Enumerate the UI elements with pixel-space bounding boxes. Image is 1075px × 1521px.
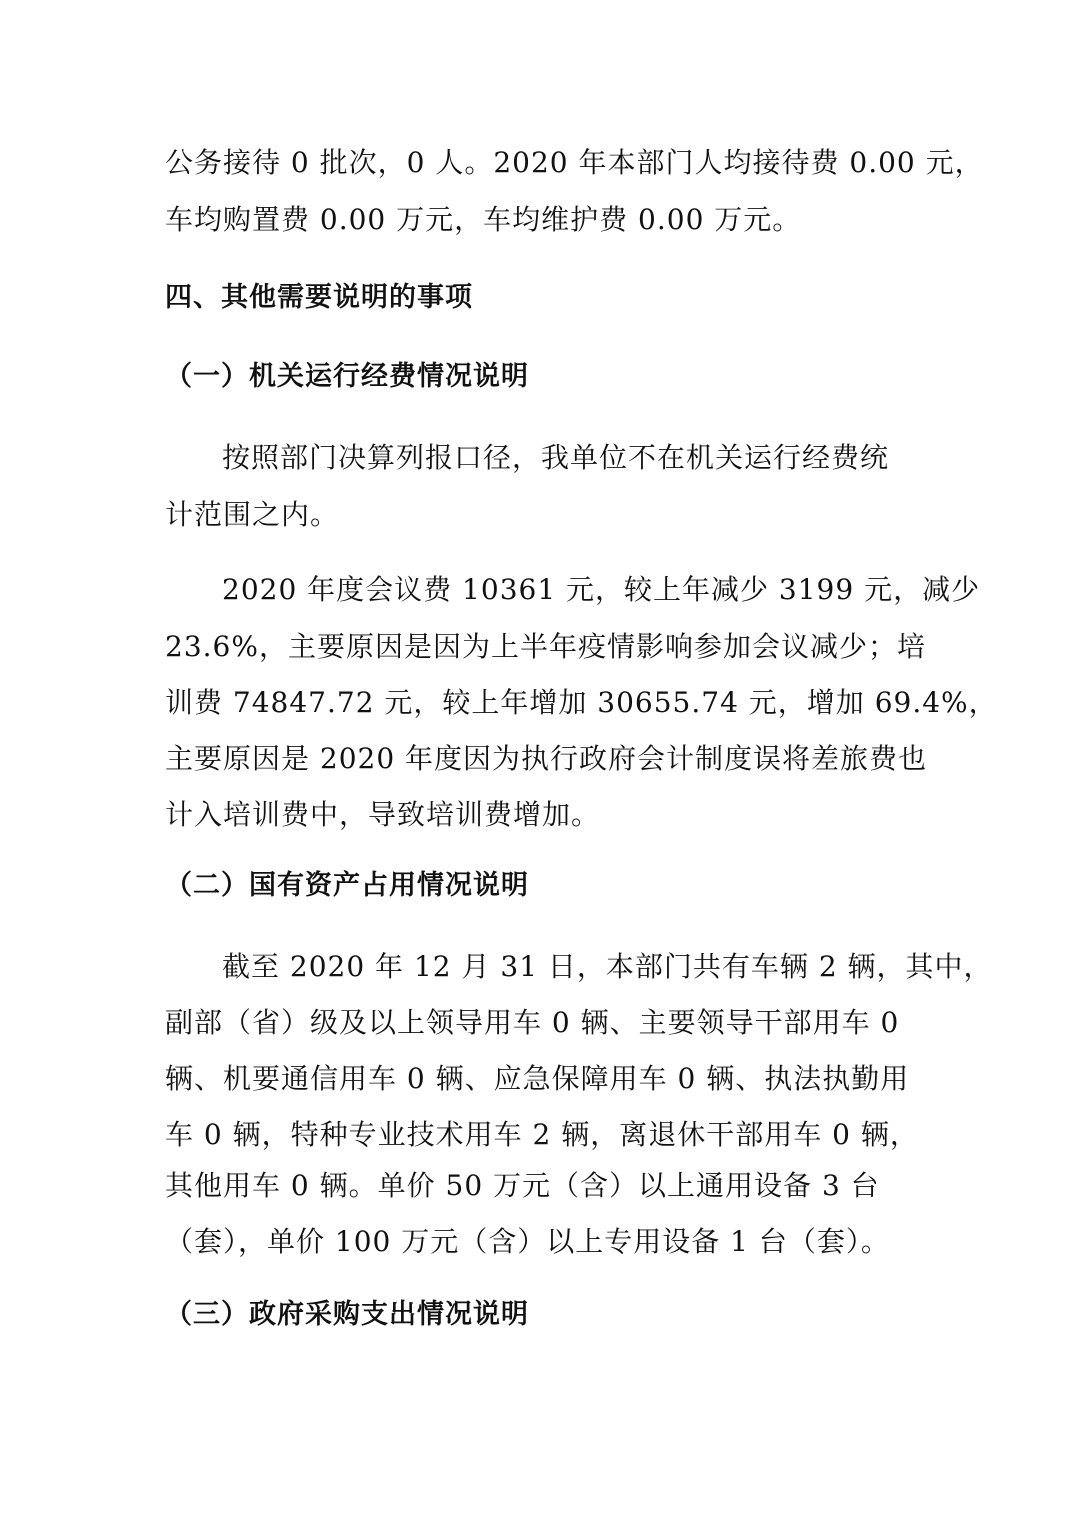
- intro-line-1: 公务接待 0 批次，0 人。2020 年本部门人均接待费 0.00 元，: [165, 146, 984, 179]
- sub2-para-line-2: 副部（省）级及以上领导用车 0 辆、主要领导干部用车 0: [165, 1006, 900, 1039]
- intro-line-2: 车均购置费 0.00 万元，车均维护费 0.00 万元。: [165, 203, 802, 236]
- sub1-para-b-line-3: 训费 74847.72 元，较上年增加 30655.74 元，增加 69.4%，: [165, 686, 998, 719]
- sub1-para-b-line-4: 主要原因是 2020 年度因为执行政府会计制度误将差旅费也: [165, 742, 928, 775]
- sub1-para-a-line-2: 计范围之内。: [165, 498, 340, 531]
- subsection-heading-1: （一）机关运行经费情况说明: [165, 361, 529, 392]
- section-heading-4: 四、其他需要说明的事项: [165, 282, 473, 313]
- sub2-para-line-3: 辆、机要通信用车 0 辆、应急保障用车 0 辆、执法执勤用: [165, 1062, 910, 1095]
- sub2-para-line-1: 截至 2020 年 12 月 31 日，本部门共有车辆 2 辆，其中，: [222, 950, 993, 983]
- subsection-heading-3: （三）政府采购支出情况说明: [165, 1299, 529, 1330]
- sub1-para-a-line-1: 按照部门决算列报口径，我单位不在机关运行经费统: [222, 441, 890, 474]
- sub1-para-b-line-1: 2020 年度会议费 10361 元，较上年减少 3199 元，减少: [222, 573, 981, 606]
- sub2-para-line-6: （套），单价 100 万元（含）以上专用设备 1 台（套）。: [165, 1225, 890, 1258]
- subsection-heading-2: （二）国有资产占用情况说明: [165, 870, 529, 901]
- sub1-para-b-line-2: 23.6%，主要原因是因为上半年疫情影响参加会议减少；培: [165, 630, 926, 663]
- sub1-para-b-line-5: 计入培训费中，导致培训费增加。: [165, 798, 601, 831]
- sub2-para-line-4: 车 0 辆，特种专业技术用车 2 辆，离退休干部用车 0 辆，: [165, 1118, 919, 1151]
- sub2-para-line-5: 其他用车 0 辆。单价 50 万元（含）以上通用设备 3 台: [165, 1169, 880, 1202]
